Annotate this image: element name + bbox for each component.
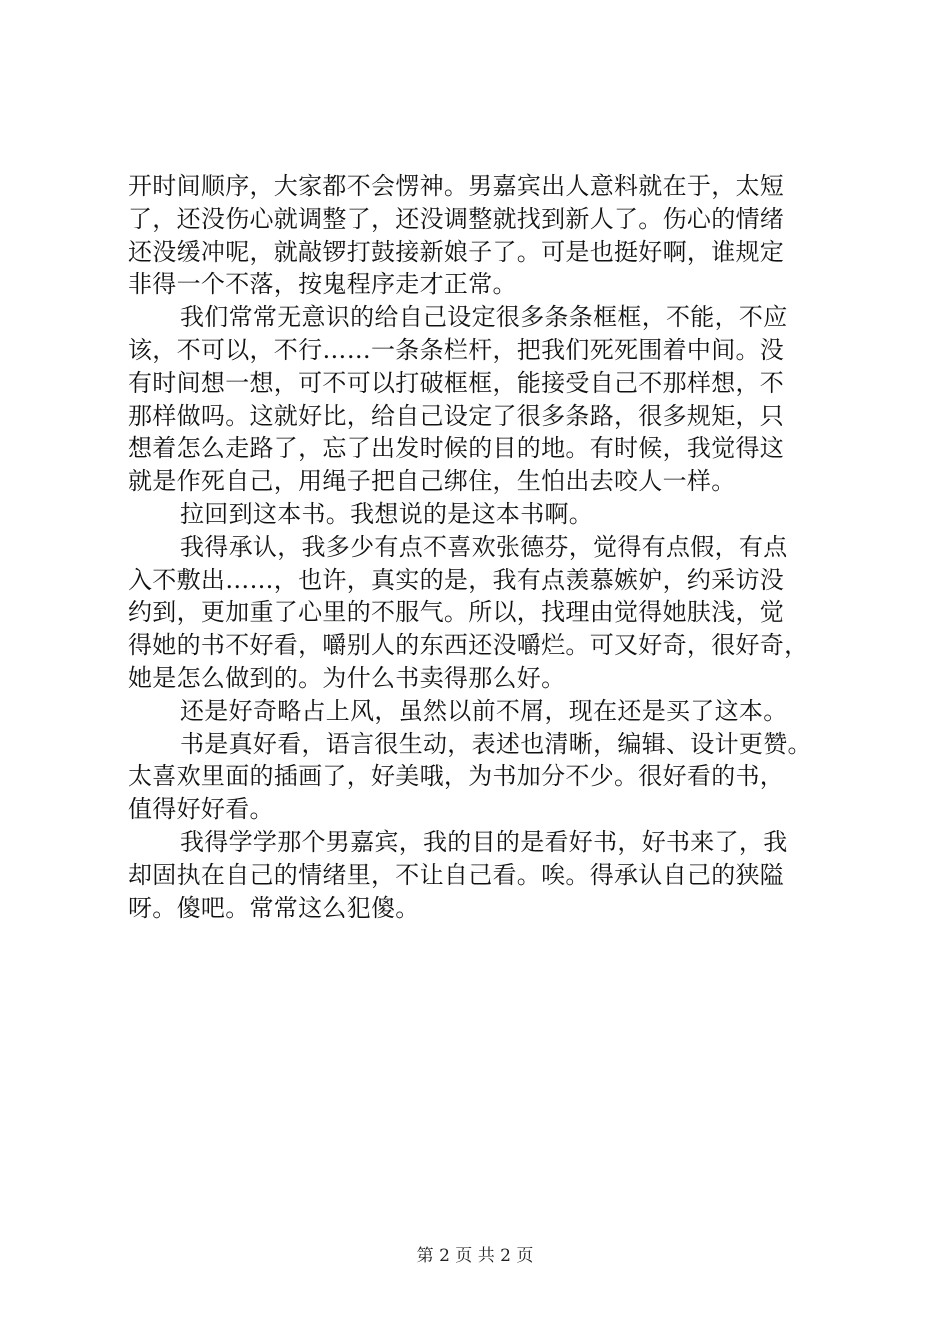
paragraph-first-line: 拉回到这本书。我想说的是这本书啊。 — [180, 499, 594, 528]
paragraph-first-line: 我们常常无意识的给自己设定很多条条框框，不能，不应 — [180, 303, 788, 332]
text-line: 太喜欢里面的插画了，好美哦，为书加分不少。很好看的书， — [128, 762, 785, 791]
document-body — [128, 170, 848, 924]
text-line: 就是作死自己，用绳子把自己绑住，生怕出去咬人一样。 — [128, 467, 736, 496]
page-number-footer: 第 2 页 共 2 页 — [416, 1246, 534, 1266]
text-line: 她是怎么做到的。为什么书卖得那么好。 — [128, 663, 566, 692]
text-line: 有时间想一想，可不可以打破框框，能接受自己不那样想，不 — [128, 368, 785, 397]
text-line: 该，不可以，不行……一条条栏杆，把我们死死围着中间。没 — [128, 335, 785, 364]
text-line: 想着怎么走路了，忘了出发时候的目的地。有时候，我觉得这 — [128, 434, 785, 463]
text-line: 值得好好看。 — [128, 795, 274, 824]
text-line: 开时间顺序，大家都不会愣神。男嘉宾出人意料就在于，太短 — [128, 172, 785, 200]
paragraph-first-line: 书是真好看，语言很生动，表述也清晰，编辑、设计更赞。 — [180, 729, 812, 758]
text-line: 却固执在自己的情绪里，不让自己看。唉。得承认自己的狭隘 — [128, 860, 785, 889]
text-line: 还没缓冲呢，就敲锣打鼓接新娘子了。可是也挺好啊，谁规定 — [128, 237, 785, 266]
paragraph-first-line: 我得学学那个男嘉宾，我的目的是看好书，好书来了，我 — [180, 827, 788, 856]
text-line: 那样做吗。这就好比，给自己设定了很多条路，很多规矩，只 — [128, 401, 785, 430]
text-line: 约到，更加重了心里的不服气。所以，找理由觉得她肤浅，觉 — [128, 598, 785, 627]
paragraph-first-line: 我得承认，我多少有点不喜欢张德芬，觉得有点假，有点 — [180, 532, 788, 561]
text-line: 得她的书不好看，嚼别人的东西还没嚼烂。可又好奇，很好奇， — [128, 631, 809, 660]
text-line: 呀。傻吧。常常这么犯傻。 — [128, 893, 420, 922]
text-line: 入不敷出……，也许，真实的是，我有点羡慕嫉妒，约采访没 — [128, 565, 785, 594]
paragraph-first-line: 还是好奇略占上风，虽然以前不屑，现在还是买了这本。 — [180, 696, 788, 725]
text-line: 了，还没伤心就调整了，还没调整就找到新人了。伤心的情绪 — [128, 204, 785, 233]
text-line: 非得一个不落，按鬼程序走才正常。 — [128, 270, 517, 299]
